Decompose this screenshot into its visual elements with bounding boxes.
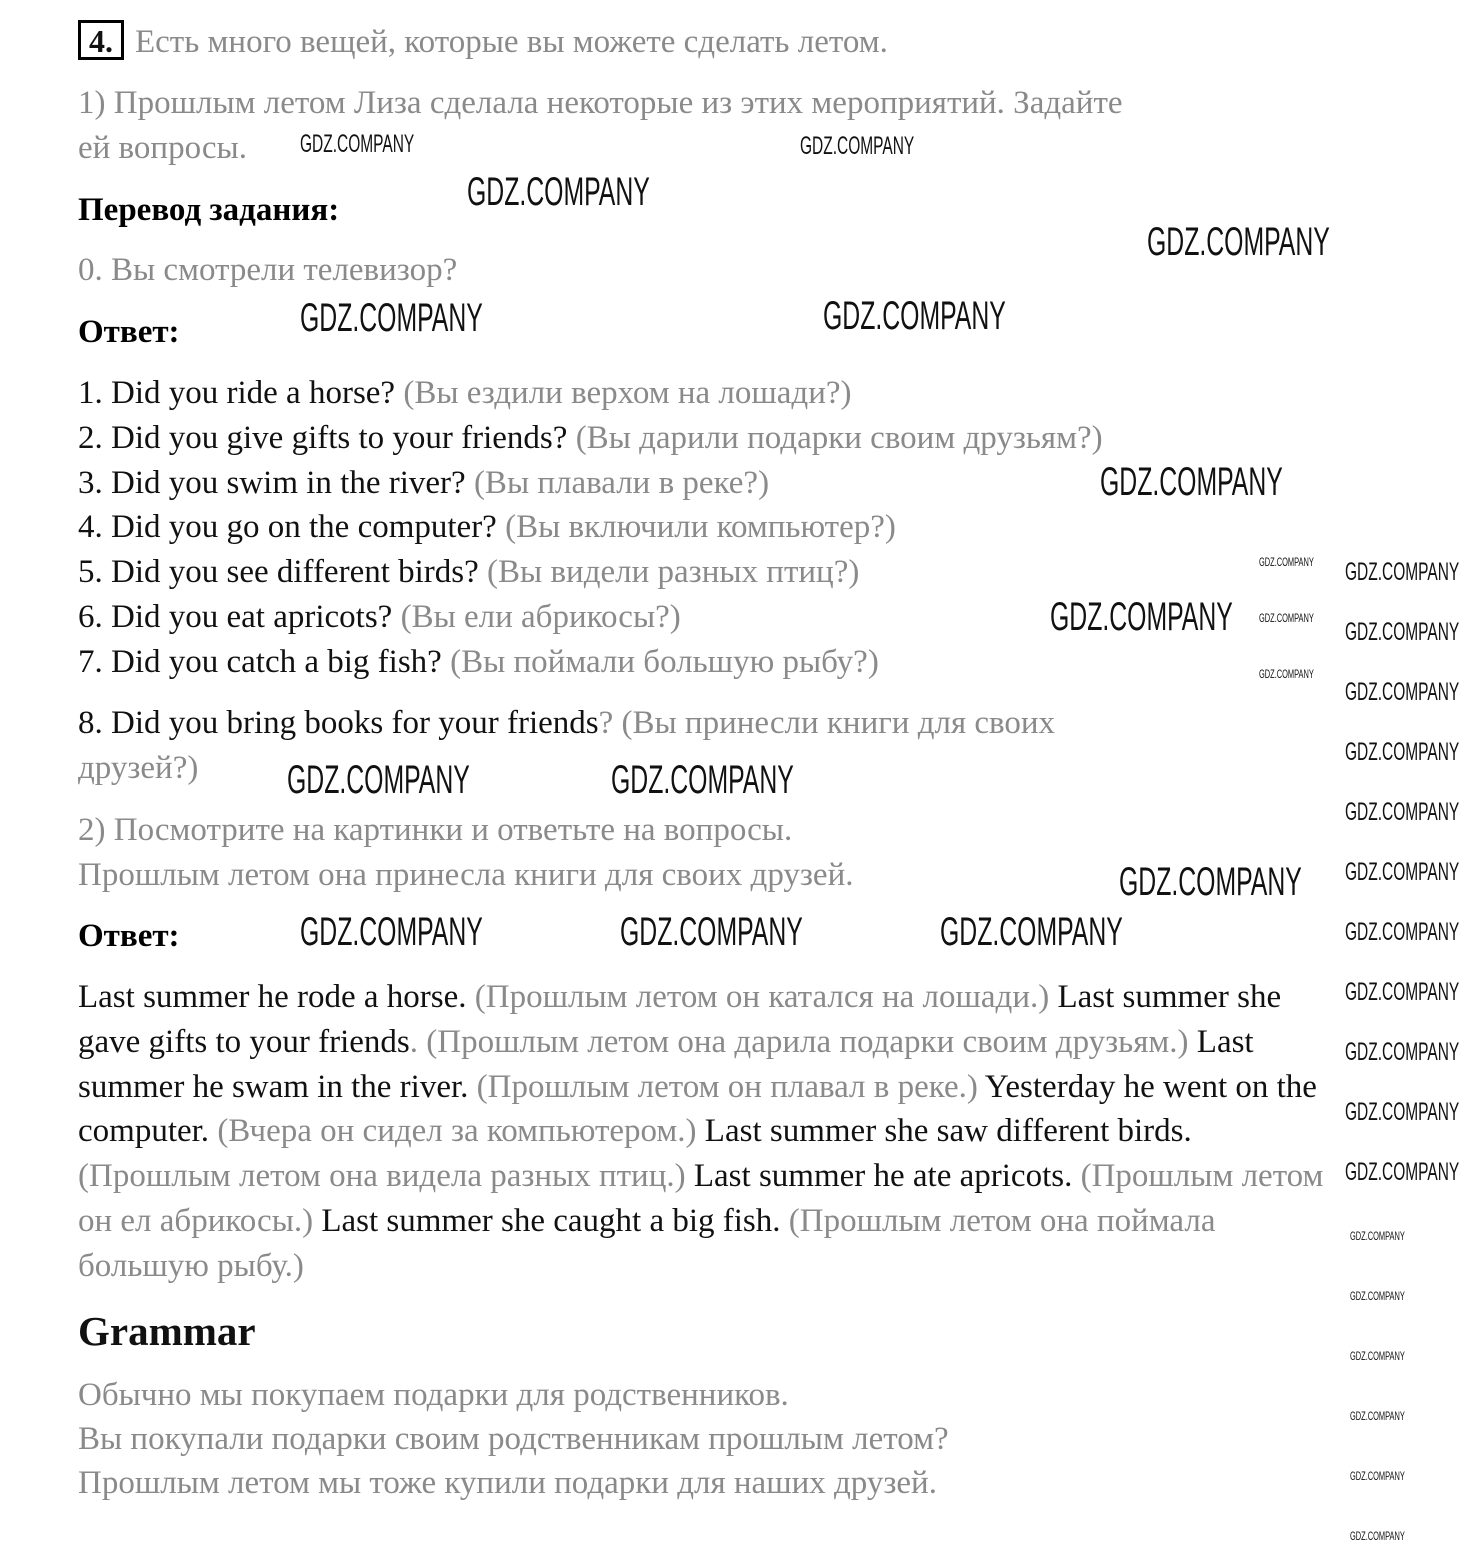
answer-ru: (Прошлым летом она видела разных птиц.) (78, 1158, 686, 1195)
question-3 (78, 461, 769, 505)
part2-instruction: 2) Посмотрите на картинки и ответьте на вопросы. (78, 812, 793, 848)
question-ru: (Вы включили компьютер?) (505, 509, 896, 545)
question-8-continuation: друзей?) (78, 750, 199, 786)
watermark-text: GDZ.COMPANY (1350, 1229, 1405, 1243)
answer-ru: (Прошлым летом он катался на лошади.) (474, 979, 1050, 1015)
answer-ru: (Прошлым летом она поймала большую рыбу.) (78, 1202, 1216, 1284)
question-en: 7. Did you catch a big fish? (78, 644, 442, 680)
watermark-text: GDZ.COMPANY (1119, 860, 1302, 904)
answer-en: Last summer he rode a horse. (78, 979, 467, 1015)
question-1 (78, 371, 852, 415)
watermark-text: GDZ.COMPANY (1350, 1349, 1405, 1363)
answer-en: Yesterday he went on the computer. (78, 1068, 1317, 1150)
watermark-text: GDZ.COMPANY (620, 910, 803, 954)
answer-en: Last summer she gave gifts to your friends (78, 979, 1282, 1060)
watermark-text: GDZ.COMPANY (1147, 220, 1330, 264)
question-en: 4. Did you go on the computer? (78, 509, 497, 545)
question-ru: (Вы плавали в реке?) (473, 465, 770, 501)
watermark-text: GDZ.COMPANY (940, 910, 1123, 954)
question-4 (78, 505, 896, 549)
watermark-text: GDZ.COMPANY (1345, 678, 1460, 706)
question-en: 2. Did you give gifts to your friends? (78, 420, 568, 456)
question-en: 6. Did you eat apricots? (78, 599, 393, 635)
part2-example: Прошлым летом она принесла книги для своих друзей. (78, 857, 854, 893)
watermark-text: GDZ.COMPANY (1345, 1098, 1460, 1126)
question-en: 5. Did you see different birds? (78, 554, 479, 590)
question-en: 8. Did you bring books for your friends (78, 705, 599, 741)
watermark-text: GDZ.COMPANY (1345, 858, 1460, 886)
grammar-heading: Grammar (78, 1307, 256, 1354)
watermark-text: GDZ.COMPANY (1350, 1409, 1405, 1423)
watermark-text: GDZ.COMPANY (1259, 667, 1314, 681)
answer-ru: . (Прошлым летом она дарила подарки своим друзьям.) (409, 1023, 1189, 1060)
translation-heading: Перевод задания: (78, 192, 340, 228)
task-number: 4. (78, 20, 124, 60)
watermark-text: GDZ.COMPANY (1050, 595, 1233, 639)
question-ru: ? (Вы принесли книги для своих (598, 705, 1056, 741)
question-2 (78, 416, 1103, 460)
part2-answer-heading: Ответ: (78, 918, 180, 954)
watermark-text: GDZ.COMPANY (300, 130, 415, 158)
question-en: 3. Did you swim in the river? (78, 465, 466, 501)
watermark-text: GDZ.COMPANY (800, 132, 915, 160)
watermark-text: GDZ.COMPANY (1350, 1289, 1405, 1303)
answer-heading: Ответ: (78, 314, 180, 350)
part2-answers (78, 975, 1333, 1289)
watermark-text: GDZ.COMPANY (1345, 978, 1460, 1006)
answer-en: Last summer she caught a big fish. (321, 1202, 781, 1239)
watermark-text: GDZ.COMPANY (1345, 1158, 1460, 1186)
answer-en: Last summer she saw different birds. (704, 1113, 1192, 1150)
watermark-text: GDZ.COMPANY (300, 910, 483, 954)
question-7 (78, 640, 879, 684)
watermark-text: GDZ.COMPANY (1345, 618, 1460, 646)
answer-ru: (Прошлым летом он ел абрикосы.) (78, 1158, 1324, 1239)
task-part1-line1: 1) Прошлым летом Лиза сделала некоторые из этих мероприятий. Задайте (78, 85, 1123, 121)
watermark-text: GDZ.COMPANY (1345, 798, 1460, 826)
watermark-text: GDZ.COMPANY (611, 758, 794, 802)
question-ru: (Вы ели абрикосы?) (400, 599, 681, 635)
question-5 (78, 550, 859, 594)
question-ru: (Вы видели разных птиц?) (487, 554, 860, 590)
watermark-text: GDZ.COMPANY (1350, 1529, 1405, 1543)
answers-and-grammar (78, 975, 1333, 1505)
watermark-text: GDZ.COMPANY (1350, 1469, 1405, 1483)
grammar-line-3: Прошлым летом мы тоже купили подарки для наших друзей. (78, 1464, 937, 1501)
watermark-text: GDZ.COMPANY (823, 294, 1006, 338)
question-ru: (Вы ездили верхом на лошади?) (403, 375, 852, 411)
answer-ru: (Вчера он сидел за компьютером.) (217, 1113, 697, 1150)
watermark-text: GDZ.COMPANY (467, 170, 650, 214)
question-en: 1. Did you ride a horse? (78, 375, 396, 411)
task-part1-line2: ей вопросы. (78, 130, 247, 166)
watermark-text: GDZ.COMPANY (1345, 1038, 1460, 1066)
watermark-text: GDZ.COMPANY (1345, 558, 1460, 586)
watermark-text: GDZ.COMPANY (1100, 460, 1283, 504)
watermark-text: GDZ.COMPANY (1345, 738, 1460, 766)
grammar-line-2: Вы покупали подарки своим родственникам прошлым летом? (78, 1420, 949, 1457)
answer-en: Last summer he swam in the river. (78, 1023, 1254, 1105)
watermark-text: GDZ.COMPANY (1345, 918, 1460, 946)
question-ru: (Вы дарили подарки своим друзьям?) (575, 420, 1103, 456)
watermark-text: GDZ.COMPANY (1259, 611, 1314, 625)
answer-en: Last summer he ate apricots. (693, 1158, 1073, 1195)
watermark-text: GDZ.COMPANY (287, 758, 470, 802)
watermark-text: GDZ.COMPANY (1259, 555, 1314, 569)
question-6 (78, 595, 681, 639)
question-8 (78, 701, 1055, 745)
watermark-text: GDZ.COMPANY (300, 296, 483, 340)
task-title: Есть много вещей, которые вы можете сделать летом. (135, 24, 888, 60)
example-question: 0. Вы смотрели телевизор? (78, 252, 458, 288)
grammar-line-1: Обычно мы покупаем подарки для родственников. (78, 1376, 789, 1413)
answer-ru: (Прошлым летом он плавал в реке.) (476, 1068, 978, 1105)
question-ru: (Вы поймали большую рыбу?) (450, 644, 879, 680)
grammar-lines (78, 1373, 1333, 1505)
